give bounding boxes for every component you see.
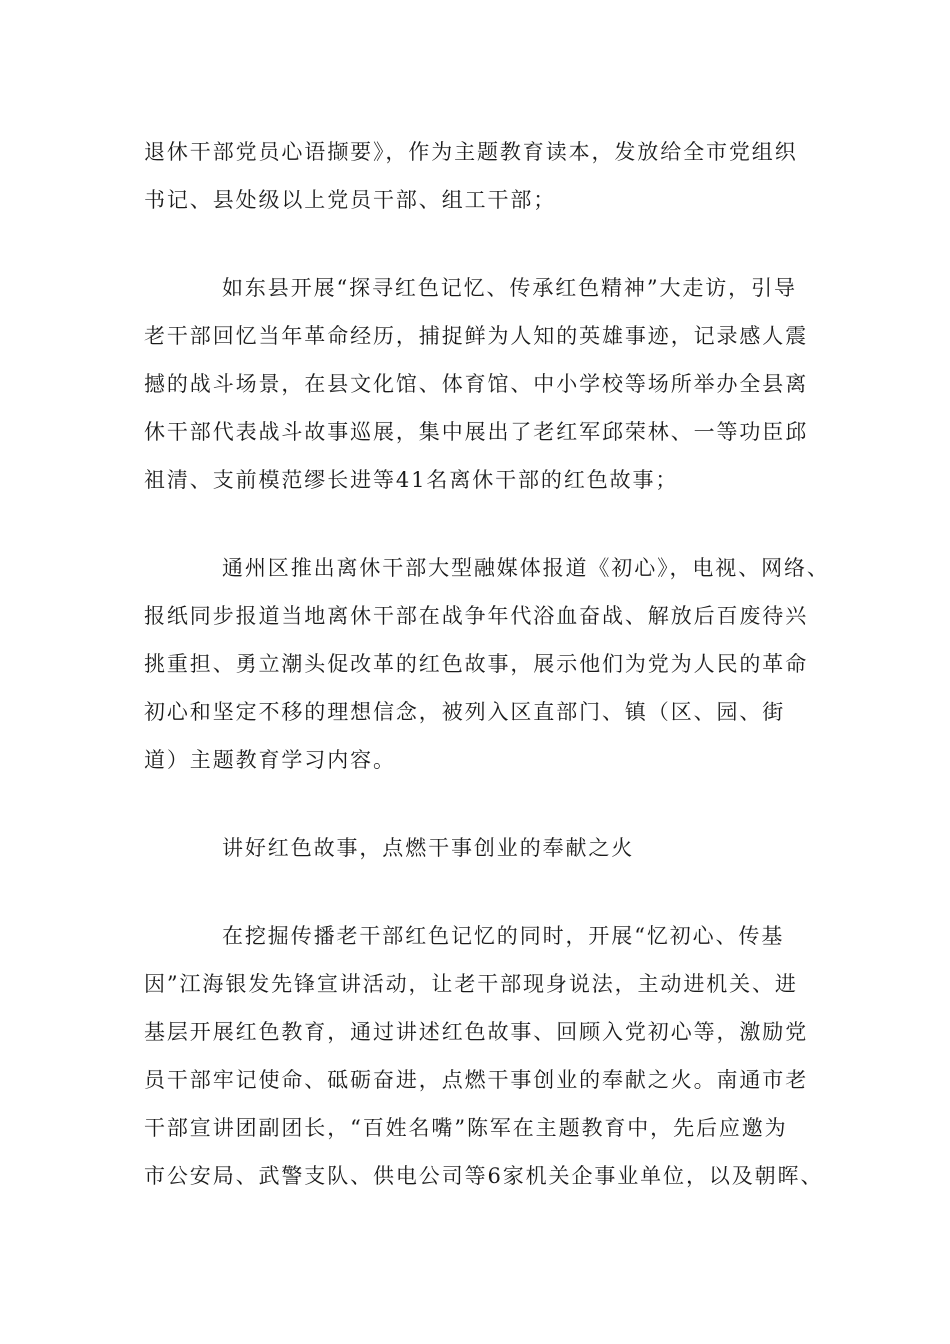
paragraph-1-line-1: 退休干部党员心语撷要》，作为主题教育读本，发放给全市党组织 [144, 140, 798, 164]
paragraph-3-line-4: 初心和坚定不移的理想信念，被列入区直部门、镇（区、园、街 [144, 700, 786, 724]
paragraph-3-line-3: 挑重担、勇立潮头促改革的红色故事，展示他们为党为人民的革命 [144, 652, 809, 676]
paragraph-1-line-2: 书记、县处级以上党员干部、组工干部； [144, 188, 557, 212]
paragraph-3-line-5: 道）主题教育学习内容。 [144, 748, 396, 772]
paragraph-3-line-2: 报纸同步报道当地离休干部在战争年代浴血奋战、解放后百废待兴 [144, 604, 809, 628]
paragraph-2-line-2: 老干部回忆当年革命经历，捕捉鲜为人知的英雄事迹，记录感人震 [144, 324, 809, 348]
paragraph-5-line-5: 干部宣讲团副团长，“百姓名嘴”陈军在主题教育中，先后应邀为 [144, 1116, 788, 1140]
paragraph-5-line-2: 因”江海银发先锋宣讲活动，让老干部现身说法，主动进机关、进 [144, 972, 798, 996]
paragraph-5-line-3: 基层开展红色教育，通过讲述红色故事、回顾入党初心等，激励党 [144, 1020, 809, 1044]
section-heading: 讲好红色故事，点燃干事创业的奉献之火 [222, 836, 635, 860]
paragraph-2-line-1: 如东县开展“探寻红色记忆、传承红色精神”大走访，引导 [222, 276, 797, 300]
paragraph-3-line-1: 通州区推出离休干部大型融媒体报道《初心》，电视、网络、 [222, 556, 830, 580]
paragraph-5-line-6: 市公安局、武警支队、供电公司等6家机关企事业单位，以及朝晖、 [144, 1164, 824, 1188]
paragraph-2-line-5: 祖清、支前模范缪长进等41名离休干部的红色故事； [144, 468, 679, 492]
paragraph-5-line-1: 在挖掘传播老干部红色记忆的同时，开展“忆初心、传基 [222, 924, 785, 948]
paragraph-2-line-4: 休干部代表战斗故事巡展，集中展出了老红军邱荣林、一等功臣邱 [144, 420, 809, 444]
paragraph-5-line-4: 员干部牢记使命、砥砺奋进，点燃干事创业的奉献之火。南通市老 [144, 1068, 809, 1092]
paragraph-2-line-3: 撼的战斗场景，在县文化馆、体育馆、中小学校等场所举办全县离 [144, 372, 809, 396]
